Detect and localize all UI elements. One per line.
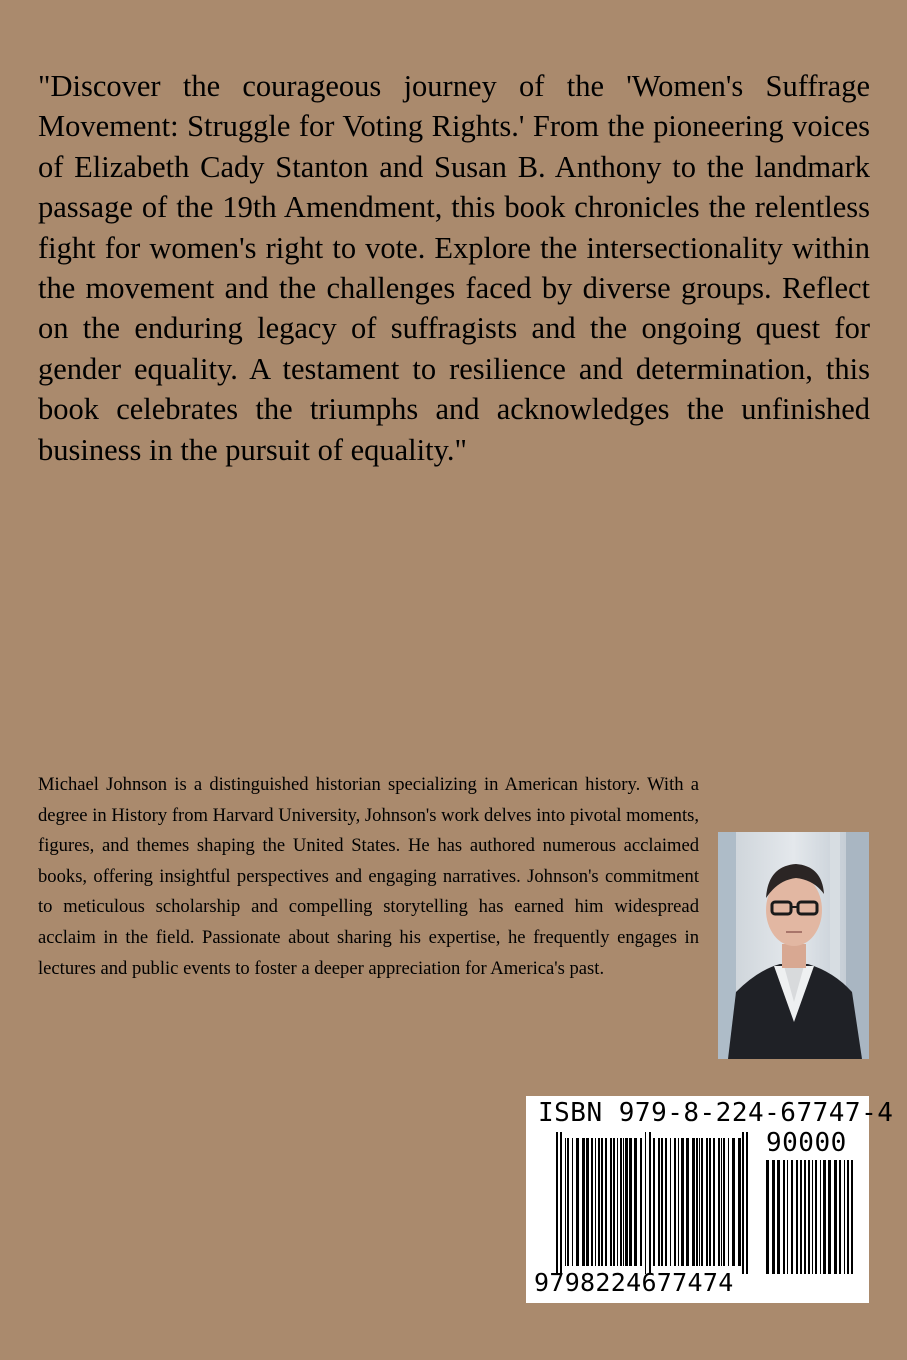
barcode-bar <box>556 1132 558 1274</box>
barcode-bar <box>804 1160 806 1274</box>
barcode-bar <box>808 1160 810 1274</box>
barcode-bar <box>823 1160 826 1274</box>
author-photo <box>718 832 869 1059</box>
barcode-bar <box>696 1138 698 1266</box>
barcode-bar <box>605 1138 607 1266</box>
barcode-bar <box>828 1160 831 1274</box>
barcode-bar <box>576 1138 579 1266</box>
barcode-bar <box>645 1132 646 1274</box>
barcode-bar <box>742 1132 744 1274</box>
barcode-bar <box>847 1160 849 1274</box>
barcode-bar <box>623 1138 624 1266</box>
barcode-bar <box>620 1138 622 1266</box>
barcode-bar <box>834 1160 837 1274</box>
barcode-bar <box>706 1138 708 1266</box>
barcode-bar <box>665 1138 667 1266</box>
barcode-bar <box>791 1160 793 1274</box>
barcode-bar <box>844 1160 845 1274</box>
barcode-bar <box>839 1160 841 1274</box>
barcode-bar <box>815 1160 817 1274</box>
barcode-bar <box>586 1138 589 1266</box>
barcode-bar <box>567 1138 569 1266</box>
barcode-bar <box>701 1138 703 1266</box>
barcode-bar <box>746 1132 748 1274</box>
barcode-bar <box>728 1138 729 1266</box>
back-cover-blurb: "Discover the courageous journey of the 'Women's Suffrage Movement: Struggle for Voting Rights.' From the pioneering voices of Elizabeth Cady Stanton and Susan B. Anthony to the landmark passage of the 19th Amendment, this book chronicles the relentless fight for women's right to vote. Explore the intersectionality within the movement and the challenges faced by diverse groups. Reflect on the enduring legacy of suffragists and the ongoing quest for gender equality. A testament to resilience and determination, this book celebrates the triumphs and acknowledges the unfinished business in the pursuit of equality." <box>38 69 870 467</box>
barcode-bar <box>629 1138 632 1266</box>
barcode-bar <box>820 1160 821 1274</box>
barcode-bar <box>613 1138 615 1266</box>
barcode-bar <box>713 1138 715 1266</box>
barcode-bar <box>610 1138 612 1266</box>
barcode-bar <box>582 1138 585 1266</box>
barcode-bar <box>560 1132 562 1274</box>
barcode-bar <box>625 1138 628 1266</box>
barcode-bar <box>709 1138 711 1266</box>
barcode-bar <box>661 1138 663 1266</box>
barcode-bar <box>674 1138 676 1266</box>
barcode-bar <box>649 1132 651 1274</box>
barcode-bar <box>783 1160 785 1274</box>
barcode-bar <box>800 1160 802 1274</box>
barcode-bar <box>692 1138 695 1266</box>
barcode-bar <box>565 1138 566 1266</box>
barcode-bar <box>670 1138 671 1266</box>
barcode-bar <box>640 1138 642 1266</box>
barcode-bar <box>572 1138 573 1266</box>
barcode-bar <box>777 1160 780 1274</box>
isbn-label: ISBN 979-8-224-67747-4 <box>538 1098 894 1128</box>
barcode-bar <box>812 1160 813 1274</box>
barcode-bar <box>851 1160 853 1274</box>
barcode-bar <box>678 1138 679 1266</box>
barcode-bar <box>617 1138 618 1266</box>
barcode-bar <box>634 1138 637 1266</box>
barcode-bar <box>738 1138 741 1266</box>
barcode-bar <box>658 1138 660 1266</box>
barcode-bar <box>598 1138 600 1266</box>
author-bio: Michael Johnson is a distinguished historian specializing in American history. With a degree in History from Harvard University, Johnson's work delves into pivotal moments, figures, and themes shaping the United States. He has authored numerous acclaimed books, offering insightful perspectives and engaging narratives. Johnson's commitment to meticulous scholarship and compelling storytelling has earned him widespread acclaim in the field. Passionate about sharing his expertise, he frequently engages in lectures and public events to foster a deeper appreciation for America's past. <box>38 774 699 979</box>
barcode-bar <box>591 1138 593 1266</box>
barcode-bar <box>787 1160 788 1274</box>
barcode-bar <box>766 1160 769 1274</box>
barcode-bar <box>723 1138 725 1266</box>
barcode-bar <box>721 1138 722 1266</box>
barcode-bar <box>601 1138 603 1266</box>
barcode-bar <box>681 1138 684 1266</box>
barcode-bar <box>686 1138 689 1266</box>
barcode-bar <box>595 1138 596 1266</box>
barcode-bar <box>732 1138 735 1266</box>
price-code: 90000 <box>766 1128 847 1158</box>
barcode-bar <box>699 1138 700 1266</box>
isbn-barcode <box>526 1096 894 1303</box>
barcode-bar <box>653 1138 655 1266</box>
barcode-digits: 9798224677474 <box>534 1268 734 1297</box>
barcode-bar <box>718 1138 720 1266</box>
barcode-bar <box>772 1160 775 1274</box>
barcode-bar <box>796 1160 798 1274</box>
